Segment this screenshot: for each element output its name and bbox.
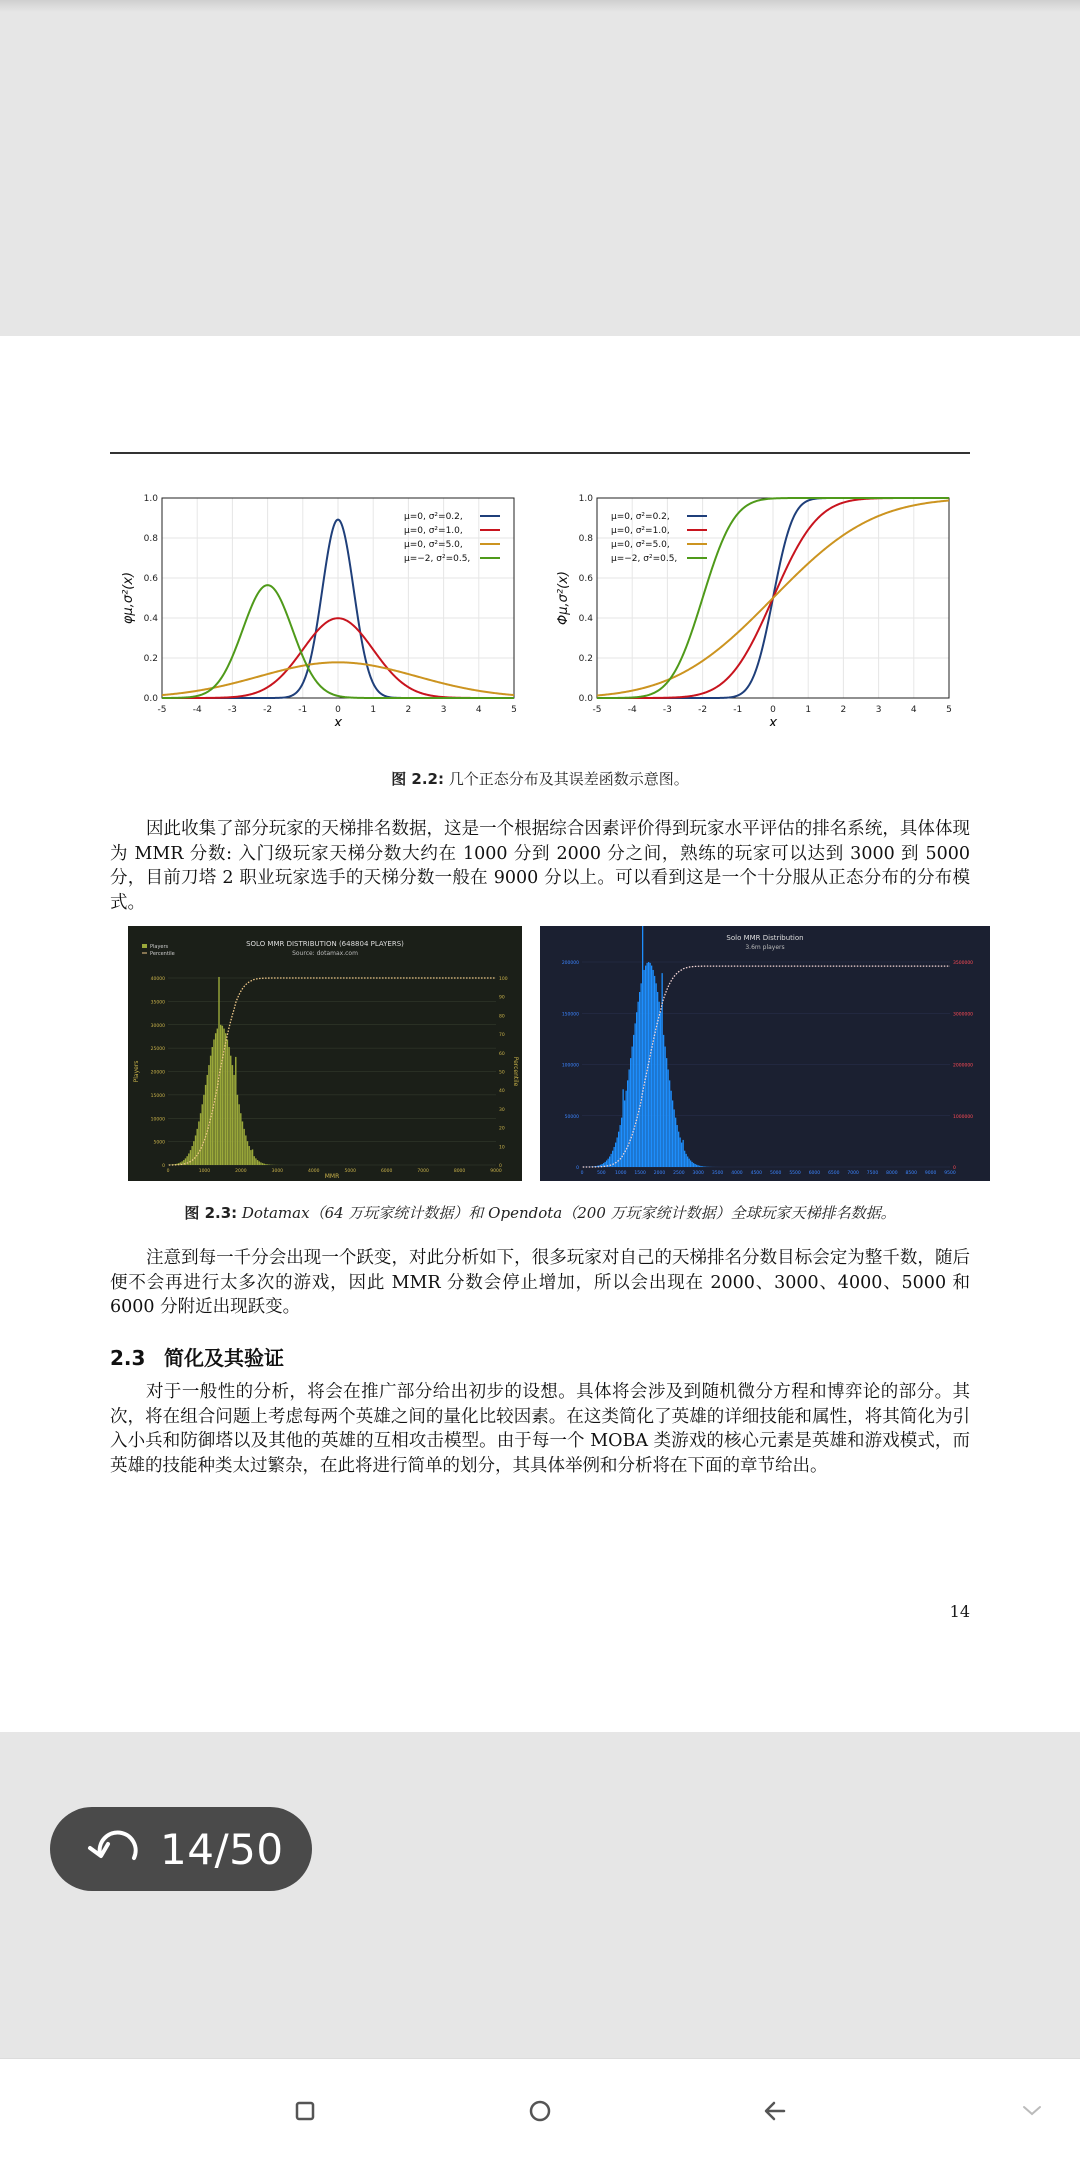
x-tick-label: 6500	[828, 1171, 840, 1176]
y2-tick-label: 1000000	[953, 1114, 974, 1120]
histogram-bar	[225, 1033, 226, 1165]
y-tick-label: 20000	[150, 1070, 165, 1076]
chevron-down-icon[interactable]	[1010, 2089, 1054, 2133]
y-tick-label: 0	[576, 1166, 579, 1171]
x-tick-label: 1500	[634, 1171, 646, 1176]
section-number: 2.3	[110, 1346, 146, 1370]
histogram-bar	[677, 1125, 678, 1167]
histogram-bar	[681, 1143, 682, 1167]
histogram-bar	[699, 1166, 700, 1167]
legend-label: μ=0, σ²=0.2,	[611, 512, 670, 522]
x-tick-label: 7000	[847, 1171, 859, 1176]
opendota-mmr-chart	[540, 926, 990, 1181]
x-tick-label: 1000	[615, 1171, 627, 1176]
legend-label: μ=0, σ²=5.0,	[611, 540, 670, 550]
top-shadow	[0, 0, 1080, 12]
y-tick-label: 35000	[150, 1000, 165, 1006]
histogram-bar	[238, 1104, 239, 1165]
histogram-bar	[633, 1035, 634, 1167]
x-axis-label: x	[768, 715, 778, 726]
histogram-bar	[621, 1118, 622, 1167]
paragraph-2: 注意到每一千分会出现一个跃变，对此分析如下，很多玩家对自己的天梯排名分数目标会定为整千数，随后便不会再进行太多次的游戏，因此 MMR 分数会停止增加，所以会出现在 2000、3000、4000、5000 和 6000 分附近出现跃变。	[110, 1248, 970, 1317]
y-axis-label: φμ,σ²(x)	[121, 571, 136, 625]
x-tick-label: 4000	[308, 1169, 320, 1174]
x-tick-label: 8500	[905, 1171, 917, 1176]
histogram-bar	[695, 1164, 696, 1167]
x-tick-label: -4	[192, 705, 202, 715]
histogram-bar	[635, 1023, 636, 1167]
y2-tick-label: 30	[499, 1107, 505, 1113]
histogram-bar	[188, 1153, 189, 1165]
histogram-bar	[237, 1095, 238, 1165]
x-tick-label: 4	[475, 705, 482, 715]
y-tick-label: 40000	[150, 977, 165, 982]
legend-swatch	[142, 944, 147, 948]
x-tick-label: 2000	[235, 1169, 247, 1174]
histogram-bar	[656, 983, 657, 1167]
histogram-bar	[203, 1095, 204, 1165]
x-tick-label: 0	[580, 1171, 584, 1176]
histogram-bar	[701, 1166, 702, 1167]
x-tick-label: 4500	[750, 1171, 763, 1176]
y-tick-label: 5000	[153, 1140, 165, 1146]
histogram-bar	[666, 1058, 667, 1167]
histogram-bar	[651, 966, 652, 1167]
y-tick-label: 200000	[561, 961, 579, 966]
x-tick-label: 9500	[944, 1171, 956, 1176]
histogram-bar	[671, 1091, 672, 1167]
histogram-bar	[196, 1129, 197, 1165]
x-tick-label: 0	[166, 1169, 170, 1174]
legend-label: Percentile	[150, 951, 175, 957]
histogram-bar	[248, 1146, 249, 1165]
page-number: 14	[949, 1602, 970, 1621]
y2-tick-label: 60	[499, 1051, 505, 1057]
x-tick-label: 2	[840, 705, 847, 715]
legend-label: μ=0, σ²=1.0,	[404, 526, 463, 536]
y2-tick-label: 100	[499, 977, 508, 982]
y-tick-label: 0.2	[143, 654, 158, 664]
histogram-bar	[212, 1047, 213, 1165]
y-tick-label: 0	[162, 1164, 165, 1169]
histogram-bar	[623, 1089, 624, 1167]
histogram-bar	[228, 1047, 229, 1165]
x-tick-label: 3	[440, 705, 447, 715]
histogram-bar	[692, 1162, 693, 1167]
histogram-bar	[678, 1132, 679, 1167]
caption-text: 几个正态分布及其误差函数示意图。	[444, 770, 689, 788]
histogram-bar	[200, 1113, 201, 1165]
chart-title: SOLO MMR DISTRIBUTION (648804 PLAYERS)	[246, 940, 404, 948]
y2-axis-label: Percentile	[512, 1056, 519, 1087]
chart-title: Solo MMR Distribution	[726, 934, 804, 942]
x-tick-label: 7500	[866, 1171, 879, 1176]
histogram-bar	[632, 1047, 633, 1167]
histogram-bar	[680, 1137, 681, 1167]
x-tick-label: -1	[733, 705, 743, 715]
histogram-bar	[663, 1035, 664, 1167]
histogram-bar	[232, 1065, 233, 1165]
y2-tick-label: 3000000	[953, 1012, 974, 1018]
y-tick-label: 15000	[150, 1093, 165, 1099]
histogram-bar	[638, 1002, 639, 1167]
x-tick-label: 1	[805, 705, 812, 715]
circle-home-icon[interactable]	[518, 2089, 562, 2133]
histogram-bar	[642, 926, 643, 1167]
y-tick-label: 10000	[150, 1117, 165, 1123]
histogram-bar	[207, 1075, 208, 1165]
histogram-bar	[639, 992, 640, 1167]
histogram-bar	[645, 966, 646, 1167]
histogram-bar	[220, 1025, 221, 1165]
histogram-bar	[672, 1100, 673, 1167]
y-tick-label: 50000	[564, 1114, 579, 1120]
y-tick-label: 25000	[150, 1047, 165, 1053]
histogram-bar	[259, 1161, 260, 1165]
header-rule	[110, 452, 970, 454]
figure-2-2-caption	[110, 768, 970, 789]
x-tick-label: 3000	[692, 1171, 704, 1176]
legend-label: μ=0, σ²=0.2,	[404, 512, 463, 522]
x-tick-label: 0	[335, 705, 341, 715]
x-tick-label: -5	[157, 705, 167, 715]
histogram-bar	[669, 1080, 670, 1167]
caption-text: Dotamax（64 万玩家统计数据）和 Opendota（200 万玩家统计数据）全球玩家天梯排名数据。	[237, 1204, 896, 1222]
section-heading	[110, 1342, 970, 1371]
x-tick-label: 5000	[344, 1169, 356, 1174]
legend-label: μ=0, σ²=1.0,	[611, 526, 670, 536]
pdf-chart-left	[110, 486, 530, 726]
x-tick-label: -3	[227, 705, 237, 715]
x-axis-label: MMR	[324, 1173, 340, 1180]
histogram-bar	[243, 1129, 244, 1165]
paragraph-3: 对于一般性的分析，将会在推广部分给出初步的设想。具体将会涉及到随机微分方程和博弈论的部分。其次，将在组合问题上考虑每两个英雄之间的量化比较因素。在这类简化了英雄的详细技能和属性，将其简化为引入小兵和防御塔以及其他的英雄的互相攻击模型。由于每一个 MOBA 类游戏的核心元素是英雄和游戏模式，而英雄的技能种类太过繁杂，在此将进行简单的划分，其具体举例和分析将在下面的章节给出。	[110, 1382, 970, 1476]
histogram-bar	[235, 1057, 236, 1165]
back-arrow-icon[interactable]	[753, 2089, 797, 2133]
y-tick-label: 30000	[150, 1023, 165, 1029]
dotamax-mmr-chart	[128, 926, 522, 1181]
histogram-bar	[617, 1137, 618, 1167]
y2-tick-label: 70	[499, 1033, 505, 1039]
y2-tick-label: 50	[499, 1070, 505, 1076]
y-tick-label: 0.0	[578, 694, 593, 704]
histogram-bar	[653, 970, 654, 1167]
histogram-bar	[620, 1125, 621, 1167]
x-tick-label: 1	[370, 705, 377, 715]
histogram-bar	[668, 1069, 669, 1167]
histogram-bar	[689, 1159, 690, 1167]
x-tick-label: -1	[298, 705, 308, 715]
figure-2-2	[0, 486, 1080, 726]
histogram-bar	[702, 1166, 703, 1167]
chart-subtitle: 3.6m players	[745, 944, 785, 951]
histogram-bar	[665, 1047, 666, 1167]
y-axis-label: Players	[133, 1060, 140, 1083]
y2-tick-label: 0	[953, 1166, 956, 1171]
x-tick-label: 4000	[731, 1171, 743, 1176]
y-tick-label: 1.0	[143, 494, 158, 504]
y-tick-label: 100000	[561, 1063, 579, 1069]
histogram-bar	[247, 1141, 248, 1165]
chart-background	[540, 926, 990, 1181]
x-tick-label: 500	[597, 1171, 606, 1176]
histogram-bar	[198, 1121, 199, 1165]
histogram-bar	[250, 1150, 251, 1165]
x-tick-label: 6000	[380, 1169, 393, 1174]
histogram-bar	[650, 963, 651, 1167]
histogram-bar	[636, 1012, 637, 1167]
histogram-bar	[208, 1065, 209, 1165]
histogram-bar	[218, 977, 219, 1165]
x-tick-label: 9000	[490, 1169, 502, 1174]
page-indicator-pill[interactable]	[50, 1807, 312, 1891]
histogram-bar	[626, 1091, 627, 1167]
y2-tick-label: 0	[499, 1164, 502, 1169]
x-tick-label: 8000	[886, 1171, 898, 1176]
histogram-bar	[644, 970, 645, 1167]
caption-label: 图 2.2:	[391, 770, 444, 788]
histogram-bar	[205, 1085, 206, 1165]
x-tick-label: 3500	[711, 1171, 724, 1176]
chart-subtitle: Source: dotamax.com	[292, 950, 358, 957]
histogram-bar	[257, 1160, 258, 1165]
histogram-bar	[641, 983, 642, 1167]
legend-label: μ=−2, σ²=0.5,	[404, 554, 471, 564]
histogram-bar	[675, 1118, 676, 1167]
histogram-bar	[686, 1154, 687, 1167]
y2-tick-label: 10	[499, 1145, 505, 1151]
x-tick-label: -2	[698, 705, 708, 715]
histogram-bar	[630, 1058, 631, 1167]
histogram-bar	[240, 1113, 241, 1165]
section-title: 简化及其验证	[164, 1346, 284, 1370]
x-tick-label: 4	[910, 705, 917, 715]
histogram-bar	[233, 1075, 234, 1165]
histogram-bar	[684, 1151, 685, 1167]
histogram-bar	[210, 1056, 211, 1165]
x-tick-label: 5000	[769, 1171, 782, 1176]
y-tick-label: 0.2	[578, 654, 593, 664]
cdf-chart-right	[545, 486, 965, 726]
x-tick-label: -5	[592, 705, 602, 715]
histogram-bar	[222, 1026, 223, 1165]
x-tick-label: 8000	[453, 1169, 466, 1174]
x-tick-label: -4	[627, 705, 637, 715]
histogram-bar	[690, 1160, 691, 1167]
y-tick-label: 0.6	[578, 574, 593, 584]
histogram-bar	[227, 1039, 228, 1165]
histogram-bar	[696, 1165, 697, 1167]
histogram-bar	[262, 1163, 263, 1165]
x-axis-label: x	[333, 715, 343, 726]
y2-tick-label: 20	[499, 1126, 505, 1132]
x-tick-label: 3	[875, 705, 882, 715]
y-tick-label: 0.8	[578, 534, 593, 544]
histogram-bar	[253, 1156, 254, 1165]
x-tick-label: 6000	[808, 1171, 821, 1176]
x-tick-label: 0	[770, 705, 776, 715]
x-tick-label: -2	[263, 705, 273, 715]
page-indicator-text: 14/50	[160, 1824, 284, 1874]
y-tick-label: 0.0	[143, 694, 158, 704]
histogram-bar	[693, 1163, 694, 1167]
y2-tick-label: 40	[499, 1089, 505, 1095]
pdf-page[interactable]	[0, 336, 1080, 1732]
histogram-bar	[260, 1162, 261, 1165]
histogram-bar	[627, 1080, 628, 1167]
histogram-bar	[217, 1029, 218, 1165]
y-tick-label: 0.4	[143, 614, 158, 624]
y-axis-label: Φμ,σ²(x)	[556, 571, 571, 625]
histogram-bar	[660, 1012, 661, 1167]
histogram-bar	[245, 1135, 246, 1165]
histogram-bar	[191, 1146, 192, 1165]
x-tick-label: 1000	[198, 1169, 211, 1174]
system-navigation-bar	[0, 2058, 1080, 2160]
histogram-bar	[662, 973, 663, 1167]
histogram-bar	[674, 1109, 675, 1167]
x-tick-label: 2500	[673, 1171, 685, 1176]
undo-icon[interactable]	[86, 1824, 146, 1874]
legend-label: μ=−2, σ²=0.5,	[611, 554, 678, 564]
histogram-bar	[687, 1156, 688, 1167]
histogram-bar	[255, 1158, 256, 1165]
histogram-bar	[624, 1100, 625, 1167]
histogram-bar	[629, 1069, 630, 1167]
histogram-bar	[176, 1164, 177, 1165]
histogram-bar	[193, 1141, 194, 1165]
histogram-bar	[202, 1104, 203, 1165]
histogram-bar	[230, 1056, 231, 1165]
histogram-bar	[252, 1149, 253, 1165]
y-tick-label: 0.8	[143, 534, 158, 544]
y2-tick-label: 80	[499, 1014, 505, 1020]
y-tick-label: 0.4	[578, 614, 593, 624]
y-tick-label: 150000	[561, 1012, 579, 1018]
histogram-bar	[190, 1150, 191, 1165]
histogram-bar	[195, 1135, 196, 1165]
y-tick-label: 1.0	[578, 494, 593, 504]
figure-2-3	[0, 926, 1080, 1186]
histogram-bar	[659, 1002, 660, 1167]
x-tick-label: 3000	[271, 1169, 284, 1174]
x-tick-label: 2	[405, 705, 412, 715]
x-tick-label: -3	[662, 705, 672, 715]
x-tick-label: 2000	[653, 1171, 666, 1176]
figure-2-3-caption	[110, 1202, 970, 1223]
y2-tick-label: 3500000	[953, 961, 974, 966]
histogram-bar	[654, 976, 655, 1167]
histogram-bar	[698, 1165, 699, 1167]
legend-label: μ=0, σ²=5.0,	[404, 540, 463, 550]
legend-label: Players	[150, 944, 169, 950]
caption-label: 图 2.3:	[184, 1204, 238, 1222]
histogram-bar	[267, 1164, 268, 1165]
histogram-bar	[264, 1164, 265, 1165]
x-tick-label: 5500	[789, 1171, 801, 1176]
paragraph-1: 因此收集了部分玩家的天梯排名数据，这是一个根据综合因素评价得到玩家水平评估的排名系统，具体体现为 MMR 分数: 入门级玩家天梯分数大约在 1000 分到 2000 分之间，熟练的玩家可以达到 3000 到 5000 分，目前刀塔 2 职业玩家选手的天梯分数一般在 9000 分以上。可以看到这是一个十分服从正态分布的分布模式。	[110, 819, 970, 913]
histogram-bar	[683, 1140, 684, 1167]
y2-tick-label: 90	[499, 995, 505, 1001]
histogram-bar	[265, 1164, 266, 1165]
x-tick-label: 9000	[924, 1171, 937, 1176]
histogram-bar	[704, 1167, 705, 1168]
histogram-bar	[242, 1121, 243, 1165]
square-recents-icon[interactable]	[283, 2089, 327, 2133]
x-tick-label: 7000	[417, 1169, 429, 1174]
chart-background	[128, 926, 522, 1181]
y2-tick-label: 2000000	[953, 1063, 974, 1069]
x-tick-label: 5	[946, 705, 952, 715]
x-tick-label: 5	[511, 705, 517, 715]
y-tick-label: 0.6	[143, 574, 158, 584]
